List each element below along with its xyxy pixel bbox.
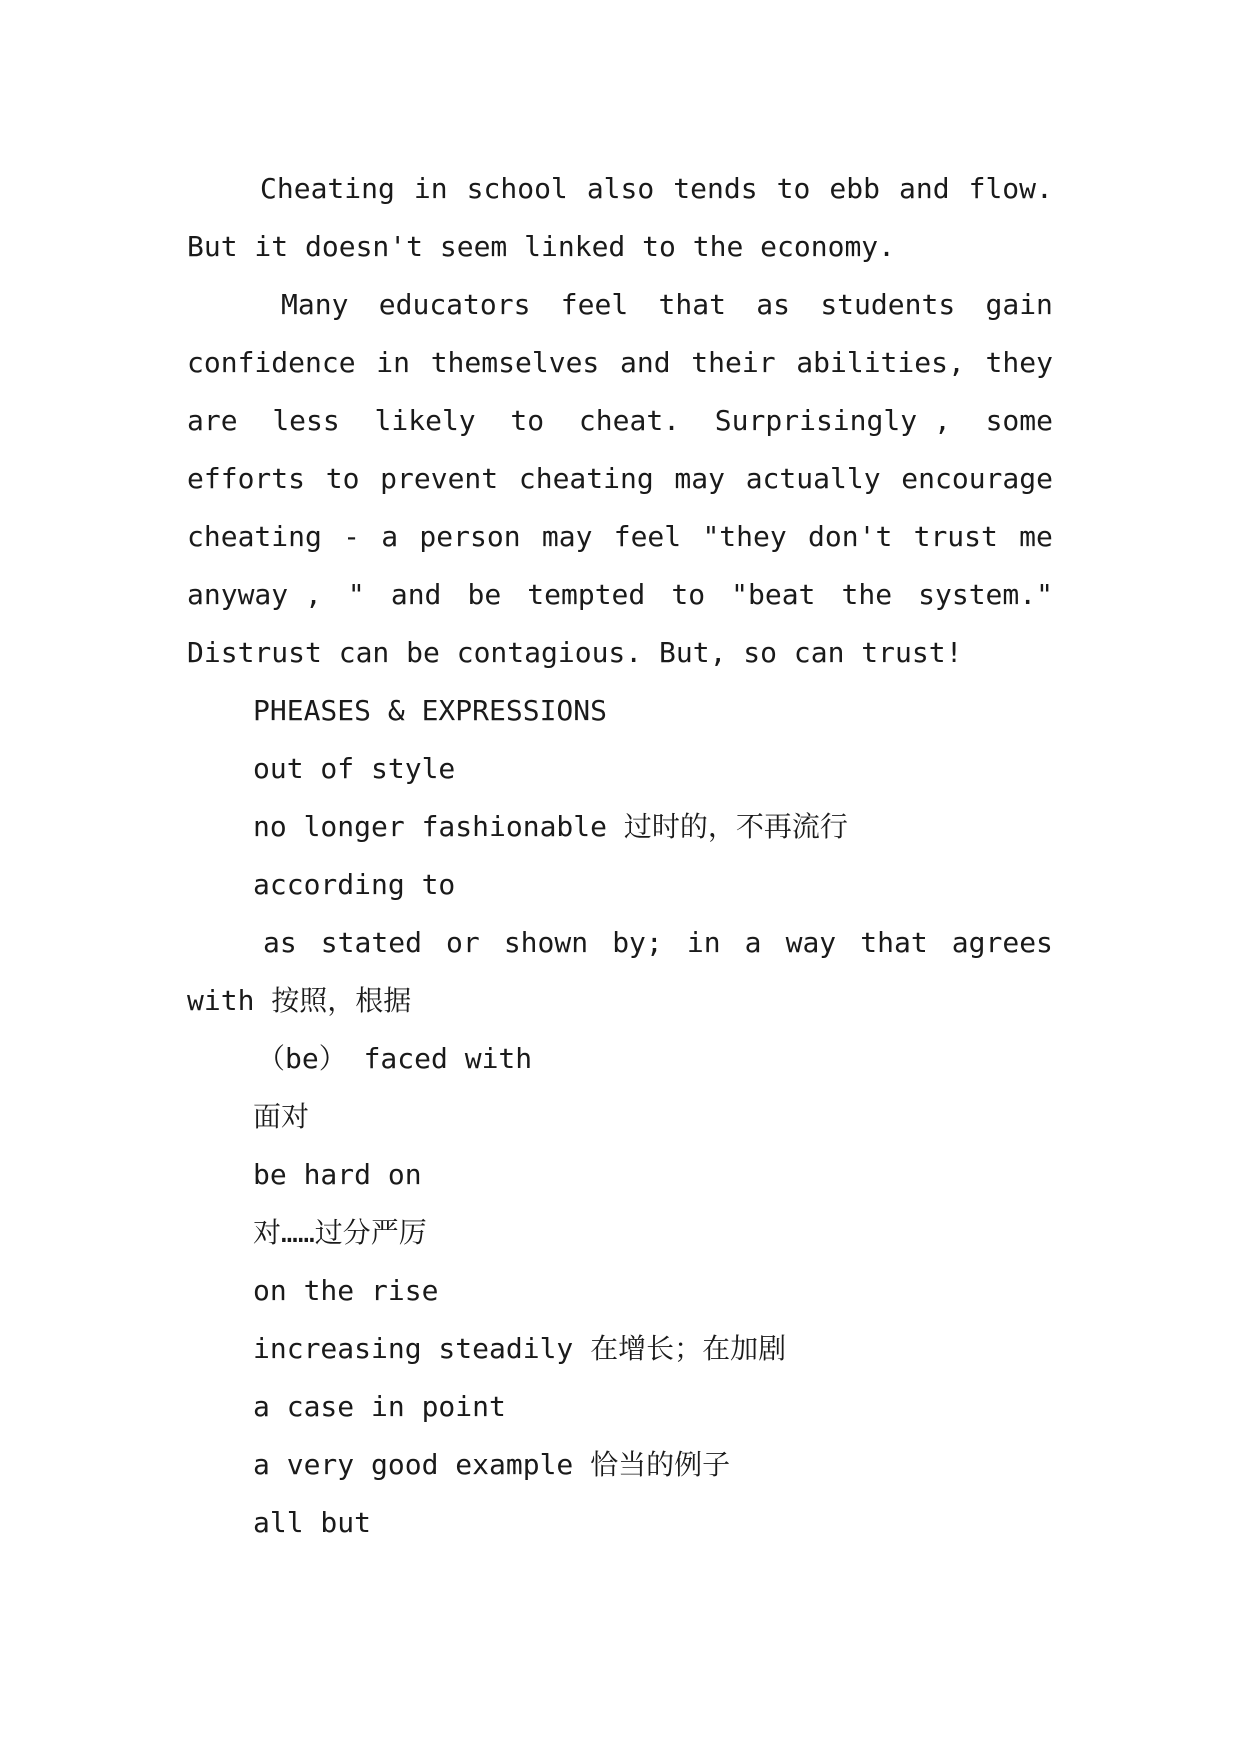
word: efforts <box>187 462 306 495</box>
word: their <box>691 346 776 379</box>
word: the <box>841 578 893 611</box>
word: to <box>510 404 545 437</box>
word: or <box>446 926 480 959</box>
word: shown <box>503 926 589 959</box>
word: in <box>413 172 448 205</box>
word: feel <box>613 520 682 553</box>
word: confidence <box>187 346 356 379</box>
word: and <box>390 578 442 611</box>
word: students <box>820 288 956 321</box>
word: school <box>466 172 568 205</box>
phrase-definition: no longer fashionable 过时的，不再流行 <box>253 810 848 843</box>
word: Surprisingly , <box>714 404 951 437</box>
word: ebb <box>829 172 880 205</box>
phrase-definition-line-2: with 按照，根据 <box>187 984 412 1017</box>
paragraph-2-line-3 <box>187 392 1053 450</box>
word: person <box>419 520 521 553</box>
word: as <box>263 926 297 959</box>
paragraph-2-line-7: Distrust can be contagious. But, so can trust! <box>187 636 963 669</box>
word: "they <box>702 520 787 553</box>
word: me <box>1019 520 1053 553</box>
word: stated <box>320 926 422 959</box>
word: cheat. <box>578 404 681 437</box>
paragraph-2-line-4 <box>187 450 1053 508</box>
word: as <box>756 288 790 321</box>
phrase-definition-line-1 <box>187 914 1053 972</box>
word: that <box>860 926 928 959</box>
word: - <box>343 520 360 553</box>
word: and <box>619 346 671 379</box>
word: Cheating <box>260 172 395 205</box>
phrase-term: on the rise <box>253 1274 439 1307</box>
word: a <box>381 520 399 553</box>
word: likely <box>374 404 476 437</box>
word: may <box>674 462 725 495</box>
phrase-definition: a very good example 恰当的例子 <box>253 1448 731 1481</box>
word: cheating <box>187 520 322 553</box>
phrase-definition: 对……过分严厉 <box>253 1216 427 1249</box>
paragraph-1-line-1 <box>187 160 1053 218</box>
word: less <box>272 404 340 437</box>
paragraph-2-line-1 <box>187 276 1053 334</box>
phrase-term: （be） faced with <box>257 1042 533 1075</box>
word: agrees <box>951 926 1053 959</box>
phrases-heading: PHEASES & EXPRESSIONS <box>253 694 608 727</box>
word: flow. <box>968 172 1053 205</box>
phrase-term: be hard on <box>253 1158 422 1191</box>
word: that <box>658 288 726 321</box>
word: also <box>586 172 655 205</box>
word: a <box>744 926 762 959</box>
word: don't <box>808 520 893 553</box>
word: cheating <box>518 462 654 495</box>
phrase-term: all but <box>253 1506 372 1539</box>
word: tends <box>673 172 758 205</box>
paragraph-2-line-5 <box>187 508 1053 566</box>
word: gain <box>985 288 1053 321</box>
word: are <box>187 404 238 437</box>
word: be <box>467 578 502 611</box>
word: trust <box>913 520 998 553</box>
word: way <box>785 926 837 959</box>
word: "beat <box>731 578 816 611</box>
phrase-term: according to <box>253 868 456 901</box>
word: encourage <box>901 462 1053 495</box>
word: may <box>541 520 593 553</box>
word: they <box>985 346 1053 379</box>
paragraph-2-line-6 <box>187 566 1053 624</box>
paragraph-2-line-2 <box>187 334 1053 392</box>
word: feel <box>560 288 629 321</box>
word: tempted <box>527 578 646 611</box>
word: in <box>376 346 410 379</box>
word: prevent <box>380 462 499 495</box>
word: " <box>347 578 365 611</box>
word: in <box>686 926 721 959</box>
phrase-definition: 面对 <box>253 1100 310 1133</box>
word: and <box>898 172 950 205</box>
word: Many <box>281 288 349 321</box>
word: abilities, <box>796 346 965 379</box>
word: educators <box>378 288 531 321</box>
phrase-term: out of style <box>253 752 456 785</box>
word: by; <box>612 926 663 959</box>
phrase-term: a case in point <box>253 1390 506 1423</box>
word: themselves <box>430 346 600 379</box>
word: anyway , <box>187 578 322 611</box>
document-body <box>187 160 1053 1552</box>
word: some <box>985 404 1053 437</box>
word: system." <box>918 578 1053 611</box>
word: to <box>325 462 360 495</box>
word: to <box>671 578 706 611</box>
word: to <box>776 172 811 205</box>
word: actually <box>745 462 881 495</box>
phrase-definition: increasing steadily 在增长；在加剧 <box>253 1332 787 1365</box>
paragraph-1-line-2: But it doesn't seem linked to the economy. <box>187 230 896 263</box>
